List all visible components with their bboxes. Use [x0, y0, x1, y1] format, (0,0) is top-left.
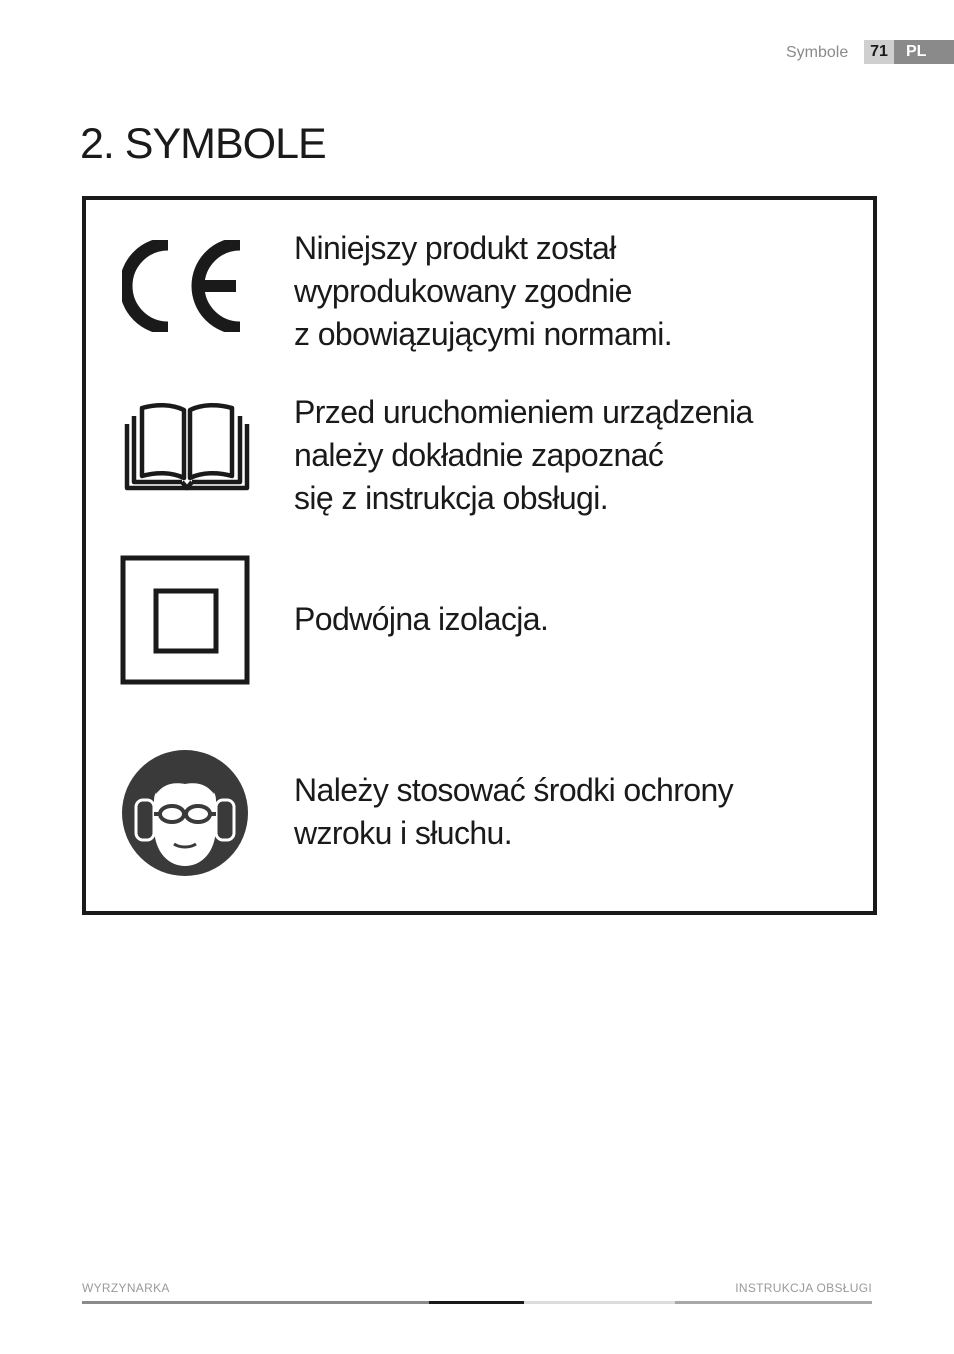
- page-number: 71: [864, 40, 894, 64]
- open-book-icon: [124, 400, 250, 492]
- symbol-text-ce: Niniejszy produkt został wyprodukowany zgodnie z obowiązującymi normami.: [294, 230, 673, 352]
- ce-mark-icon: [122, 240, 246, 332]
- symbol-text-manual: Przed uruchomieniem urządzenia należy dokładnie zapoznać się z instrukcja obsługi.: [294, 394, 753, 516]
- eye-ear-protection-icon: [120, 748, 250, 878]
- language-badge: PL: [894, 40, 954, 64]
- footer-product-name: WYRZYNARKA: [82, 1281, 170, 1295]
- footer-bar-segment: [675, 1301, 872, 1304]
- symbols-box: [82, 196, 877, 915]
- footer-bar-segment: [82, 1301, 429, 1304]
- page-title: 2. SYMBOLE: [80, 120, 326, 168]
- double-insulation-icon: [120, 555, 252, 687]
- footer-bar-segment: [429, 1301, 524, 1304]
- header-section-label: Symbole: [786, 44, 849, 61]
- footer-document-type: INSTRUKCJA OBSŁUGI: [735, 1281, 872, 1295]
- symbol-text-protection: Należy stosować środki ochrony wzroku i słuchu.: [294, 772, 734, 851]
- symbol-text-insulation: Podwójna izolacja.: [294, 601, 549, 637]
- footer-bar-segment: [524, 1301, 675, 1304]
